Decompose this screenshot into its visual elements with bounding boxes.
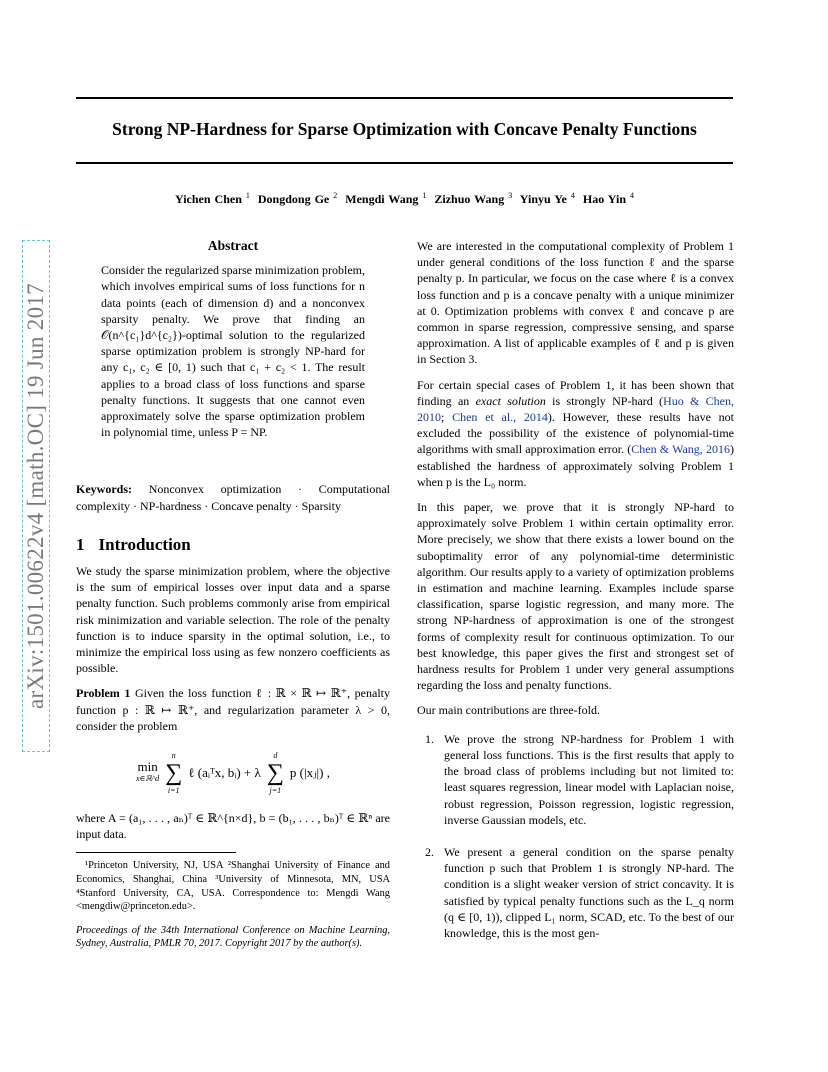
list-item: 2. We present a general condition on the sparse penalty function p such that Problem 1 is strongly NP-hard. The condition is a slight weaker version of strict concavity. It is satisfied by typical penalty functions such as the L_q norm (q ∈ [0, 1)), clipped L₁ norm, SCAD, etc. To the best of our knowledge, this is the most gen- bbox=[425, 844, 734, 940]
title-bottom-rule bbox=[76, 162, 733, 164]
problem-text: Given the loss function ℓ : ℝ × ℝ ↦ ℝ⁺, penalty function p : ℝ ↦ ℝ⁺, and regularization parameter λ > 0, consider the problem bbox=[76, 686, 390, 733]
author: Yichen Chen $^1$ bbox=[174, 191, 250, 206]
eq-loss-term: ℓ (aᵢᵀx, bᵢ) + λ bbox=[188, 764, 261, 780]
problem-equation bbox=[76, 748, 390, 798]
section-title: Introduction bbox=[98, 534, 191, 554]
author: Mengdi Wang $^1$ bbox=[345, 191, 427, 206]
title-top-rule bbox=[76, 97, 733, 99]
problem-statement bbox=[76, 685, 390, 734]
arxiv-stamp-box[interactable] bbox=[22, 240, 50, 752]
body-paragraph: Our main contributions are three-fold. bbox=[417, 703, 600, 718]
author: Zizhuo Wang $^3$ bbox=[434, 191, 513, 206]
keywords-text: Nonconvex optimization · Computational complexity · NP-hardness · Concave penalty · Sparsity bbox=[76, 482, 391, 513]
eq-penalty-term: p (|xⱼ|) , bbox=[289, 764, 330, 780]
keywords-label: Keywords: bbox=[76, 482, 132, 497]
proceedings-note: Proceedings of the 34th International Conference on Machine Learning, Sydney, Australia, PMLR 70, 2017. Copyright 2017 by the author(s). bbox=[76, 924, 390, 950]
left-column bbox=[76, 238, 390, 951]
footnote-rule bbox=[76, 852, 236, 853]
body-paragraph: We are interested in the computational complexity of Problem 1 under general conditions of the loss function ℓ and the sparse penalty p. In particular, we focus on the case where ℓ is a convex loss function and p is a concave penalty with a unique minimizer at 0. Optimization problems with convex ℓ and concave p are common in sparse regression, compressive sensing, and sparse approximation. A list of applicable examples of ℓ and p is given in Section 3. bbox=[417, 239, 734, 367]
contributions-list bbox=[417, 731, 734, 941]
eq-min: min x∈ℝ^d bbox=[136, 759, 160, 784]
affiliations-footnote: ¹Princeton University, NJ, USA ²Shanghai University of Finance and Economics, Shanghai, China ³University of Minnesota, MN, USA ⁴Stanford University, CA, USA. Correspondence to: Mengdi Wang <mengdiw@princeton.edu>. bbox=[76, 860, 390, 913]
citation-link[interactable]: Huo & Chen, 2010 bbox=[417, 393, 734, 425]
author-list bbox=[76, 191, 733, 207]
author: Hao Yin $^4$ bbox=[582, 191, 635, 206]
section-heading bbox=[76, 534, 390, 554]
body-paragraph: For certain special cases of Problem 1, it has been shown that finding an exact solution is strongly NP-hard (Huo & Chen, 2010; Chen et al., 2014). However, these results have not excluded the possibility of the existence of polynomial-time algorithms with small approximation error. (Chen & Wang, 2016) established the hardness of approximately solving Problem 1 when p is the L₀ norm. bbox=[417, 377, 735, 489]
eq-sum-loss: n ∑ i=1 bbox=[165, 751, 183, 796]
input-data-definition: where A = (a₁, . . . , aₙ)ᵀ ∈ ℝ^{n×d}, b = (b₁, . . . , bₙ)ᵀ ∈ ℝⁿ are input data. bbox=[76, 811, 390, 842]
citation-link[interactable]: Chen et al., 2014 bbox=[452, 410, 548, 425]
section-number: 1 bbox=[76, 534, 85, 554]
problem-label: Problem 1 bbox=[76, 686, 131, 701]
abstract-heading: Abstract bbox=[207, 238, 259, 253]
paper-title: Strong NP-Hardness for Sparse Optimization with Concave Penalty Functions bbox=[112, 119, 697, 139]
eq-sum-penalty: d ∑ j=1 bbox=[266, 751, 284, 796]
arxiv-stamp[interactable]: arXiv:1501.00622v4 [math.OC] 19 Jun 2017 bbox=[23, 283, 48, 709]
keywords bbox=[76, 481, 390, 513]
right-column bbox=[417, 238, 734, 957]
abstract-text: Consider the regularized sparse minimization problem, which involves empirical sums of loss functions for n data points (each of dimension d) and a nonconvex sparsity penalty. We prove that finding an 𝒪(n^{c₁}d^{c₂})-optimal solution to the regularized sparse optimization problem is strongly NP-hard for any c₁, c₂ ∈ [0, 1) such that c₁ + c₂ < 1. The result applies to a broad class of loss functions and sparse penalty functions. It suggests that one cannot even approximately solve the sparse optimization problem in polynomial time, unless P = NP. bbox=[101, 263, 365, 440]
body-paragraph: In this paper, we prove that it is strongly NP-hard to approximately solve Problem 1 within certain optimality error. More precisely, we show that there exists a lower bound on the suboptimality error of any polynomial-time deterministic algorithm. Our results apply to a variety of optimization problems in estimation and machine learning. Examples include sparse classification, sparse logistic regression, and many more. The strong NP-hardness of approximation is one of the strongest forms of complexity result for continuous optimization. To our best knowledge, this paper gives the first and strongest set of hardness results for Problem 1 under very general assumptions regarding the loss and penalty functions. bbox=[417, 500, 734, 693]
citation-link[interactable]: Chen & Wang, 2016 bbox=[631, 442, 731, 457]
list-item: 1. We prove the strong NP-hardness for Problem 1 with general loss functions. This is the first results that apply to the broad class of problems including but not limited to: least squares regression, linear model with Laplacian noise, robust regression, Poisson regression, logistic regression, inverse Gaussian models, etc. bbox=[425, 731, 734, 827]
author: Yinyu Ye $^4$ bbox=[519, 191, 575, 206]
author: Dongdong Ge $^2$ bbox=[257, 191, 338, 206]
intro-paragraph: We study the sparse minimization problem, where the objective is the sum of empirical losses over input data and a sparse penalty function. Such problems commonly arise from empirical risk minimization and variable selection. The role of the penalty function is to induce sparsity in the optimal solution, i.e., to minimize the empirical loss using as few nonzero coefficients as possible. bbox=[76, 564, 390, 676]
